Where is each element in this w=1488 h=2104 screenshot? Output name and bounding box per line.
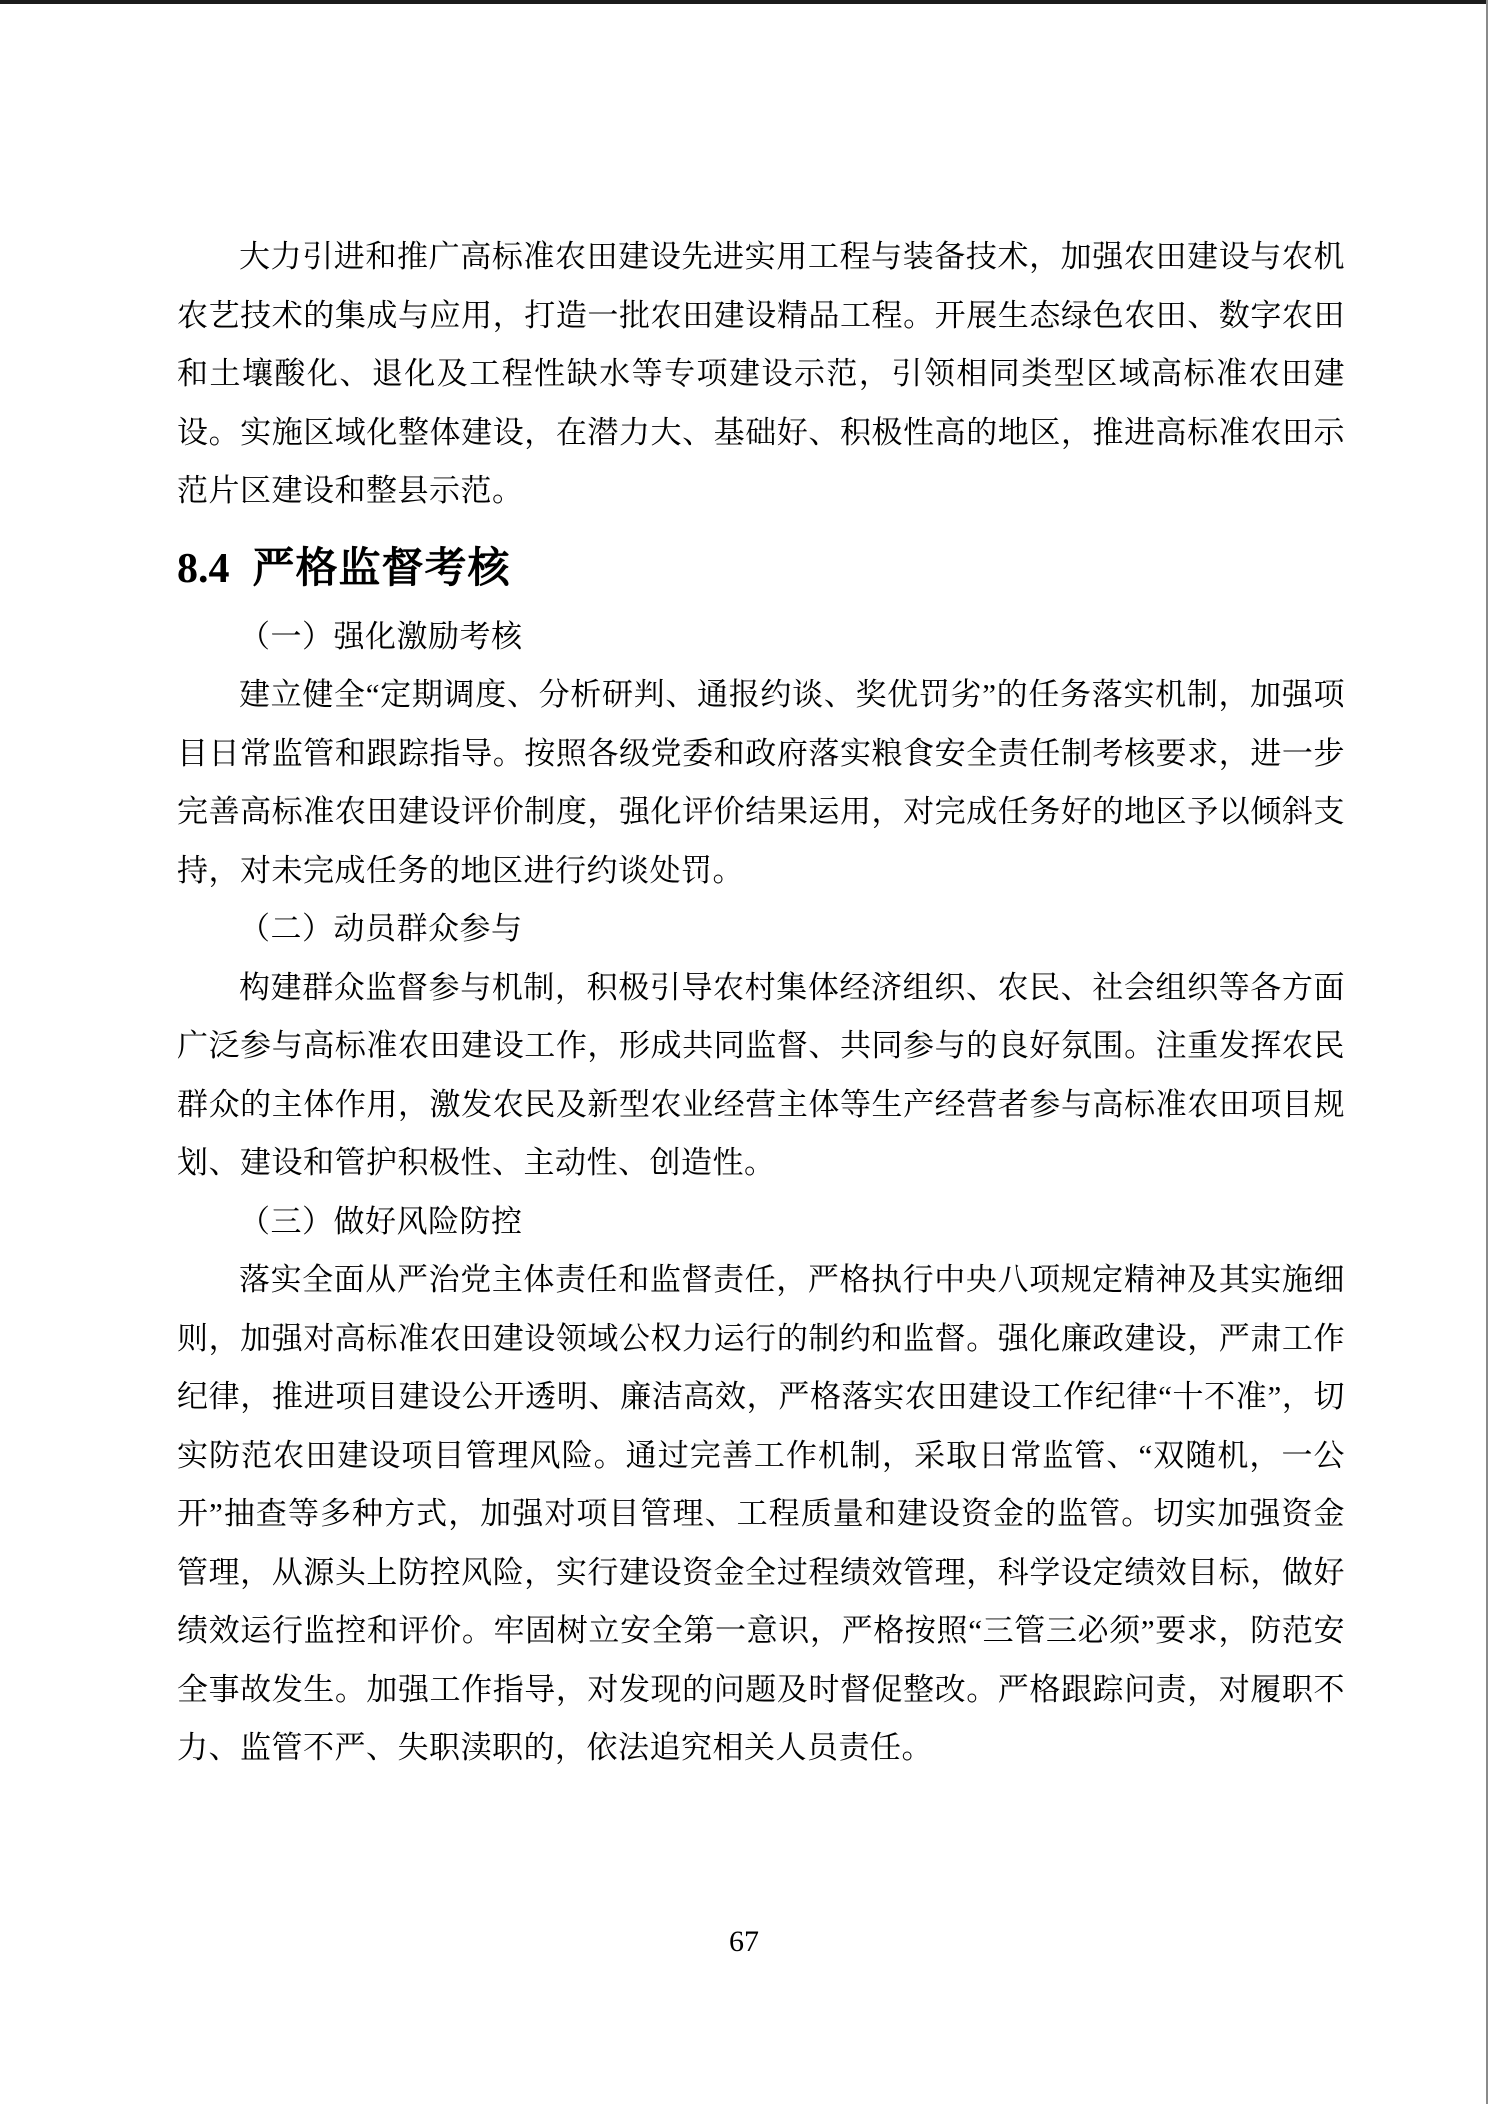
paragraph: 落实全面从严治党主体责任和监督责任，严格执行中央八项规定精神及其实施细则，加强对高标准农田建设领域公权力运行的制约和监督。强化廉政建设，严肃工作纪律，推进项目建设公开透明、廉洁高效，严格落实农田建设工作纪律“十不准”，切实防范农田建设项目管理风险。通过完善工作机制，采取日常监管、“双随机，一公开”抽查等多种方式，加强对项目管理、工程质量和建设资金的监管。切实加强资金管理，从源头上防控风险，实行建设资金全过程绩效管理，科学设定绩效目标，做好绩效运行监控和评价。牢固树立安全第一意识，严格按照“三管三必须”要求，防范安全事故发生。加强工作指导，对发现的问题及时督促整改。严格跟踪问责，对履职不力、监管不严、失职渎职的，依法追究相关人员责任。 xyxy=(177,1262,1345,1765)
sub-item-heading: （二）动员群众参与 xyxy=(239,911,523,946)
paragraph: 大力引进和推广高标准农田建设先进实用工程与装备技术，加强农田建设与农机农艺技术的集成与应用，打造一批农田建设精品工程。开展生态绿色农田、数字农田和土壤酸化、退化及工程性缺水等专项建设示范，引领相同类型区域高标准农田建设。实施区域化整体建设，在潜力大、基础好、积极性高的地区，推进高标准农田示范片区建设和整县示范。 xyxy=(177,239,1345,508)
page-number: 67 xyxy=(729,1925,759,1958)
paragraph: 构建群众监督参与机制，积极引导农村集体经济组织、农民、社会组织等各方面广泛参与高标准农田建设工作，形成共同监督、共同参与的良好氛围。注重发挥农民群众的主体作用，激发农民及新型农业经营主体等生产经营者参与高标准农田项目规划、建设和管护积极性、主动性、创造性。 xyxy=(177,969,1345,1180)
paragraph: 建立健全“定期调度、分析研判、通报约谈、奖优罚劣”的任务落实机制，加强项目日常监管和跟踪指导。按照各级党委和政府落实粮食安全责任制考核要求，进一步完善高标准农田建设评价制度，强化评价结果运用，对完成任务好的地区予以倾斜支持，对未完成任务的地区进行约谈处罚。 xyxy=(177,677,1345,888)
section-heading xyxy=(177,538,1345,600)
section-number: 8.4 xyxy=(177,545,230,592)
sub-item-heading: （一）强化激励考核 xyxy=(239,618,523,654)
section-title: 严格监督考核 xyxy=(252,545,511,592)
sub-item-heading: （三）做好风险防控 xyxy=(239,1203,523,1239)
